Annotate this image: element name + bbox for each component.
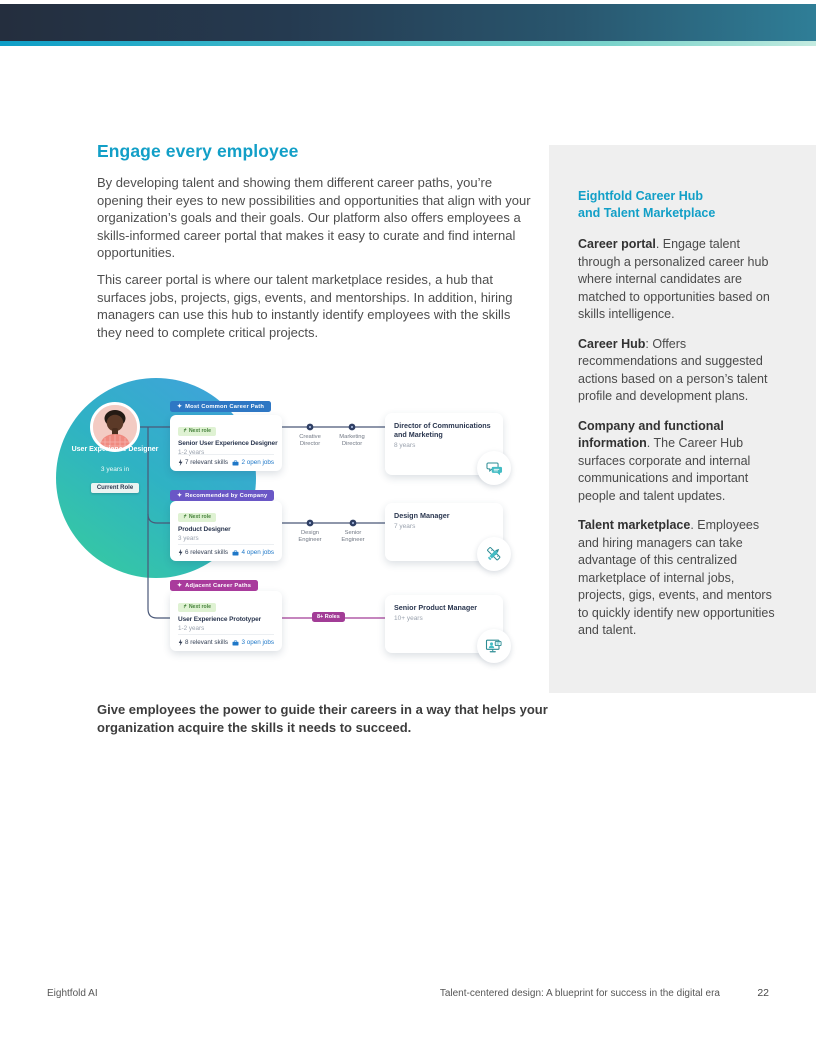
avatar-photo-illustration [93, 405, 137, 449]
next-role-arrow-icon: ↱ [183, 428, 188, 434]
role-card [170, 591, 282, 651]
briefcase-icon [232, 460, 239, 466]
sparkle-icon: ✦ [177, 492, 183, 499]
path-step-label: Design Engineer [298, 530, 322, 543]
presentation-monitor-icon [477, 629, 511, 663]
role-card-footer [178, 454, 274, 471]
category-pill-most-common [170, 401, 271, 412]
target-role-card [385, 595, 503, 653]
diagram-caption: Give employees the power to guide their careers in a way that helps your organization acquire the skills it needs to succeed. [97, 702, 548, 735]
lightning-icon [178, 639, 183, 646]
footer-page-number: 22 [757, 987, 769, 999]
briefcase-icon [232, 550, 239, 556]
sidebar-item-company-info: Company and functional information. The Career Hub surfaces corporate and internal communications and important people and talent updates. [578, 418, 751, 503]
sparkle-icon: ✦ [177, 582, 183, 589]
relevant-skills: 7 relevant skills [178, 459, 228, 466]
role-years: 3 years [178, 535, 199, 542]
role-card-footer [178, 544, 274, 561]
sparkle-icon: ✦ [177, 403, 183, 410]
target-role-title: Design Manager [394, 511, 450, 520]
path-step-label: Creative Director [299, 434, 321, 447]
top-banner-bar [0, 4, 816, 41]
footer-document-title: Talent-centered design: A blueprint for success in the digital era [439, 988, 720, 999]
category-label: Adjacent Career Paths [185, 582, 252, 589]
next-role-pill: ↱ Next role [178, 603, 216, 612]
role-title: Product Designer [178, 526, 231, 533]
next-role-arrow-icon: ↱ [183, 604, 188, 610]
chat-bubbles-icon [477, 451, 511, 485]
target-role-years: 10+ years [394, 615, 423, 622]
target-role-card [385, 413, 503, 475]
role-card [170, 501, 282, 561]
path-step-label: Marketing Director [339, 434, 365, 447]
paragraph: This career portal is where our talent marketplace resides, a hub that surfaces jobs, projects, gigs, events, and mentorships. In addition, hiring managers can use this hub to instantly identify employees with the skills they need to complete critical projects. [97, 272, 513, 340]
role-title: User Experience Prototyper [178, 616, 262, 623]
briefcase-icon [232, 640, 239, 646]
page-title: Engage every employee [97, 141, 299, 161]
role-card [170, 415, 282, 471]
sidebar-item-career-hub: Career Hub: Offers recommendations and suggested actions based on a person’s talent profile and development plans. [578, 336, 768, 403]
sidebar-item-career-portal: Career portal. Engage talent through a personalized career hub where internal candidates are matched to opportunities based on skills intelligence. [578, 237, 770, 321]
target-role-title: Director of Communications and Marketing [394, 421, 491, 439]
top-accent-stripe [0, 41, 816, 46]
footer-brand: Eightfold AI [47, 988, 98, 999]
role-card-footer [178, 634, 274, 651]
roles-count-pill: 8+ Roles [312, 612, 345, 622]
path-step-label: Senior Engineer [341, 530, 365, 543]
relevant-skills: 6 relevant skills [178, 549, 228, 556]
open-jobs: 2 open jobs [232, 459, 274, 466]
next-role-pill: ↱ Next role [178, 513, 216, 522]
current-role-tenure: 3 years in [100, 466, 130, 473]
target-role-card [385, 503, 503, 561]
current-role-badge: Current Role [91, 483, 139, 493]
open-jobs: 3 open jobs [232, 639, 274, 646]
role-years: 1-2 years [178, 625, 205, 632]
lightning-icon [178, 549, 183, 556]
sidebar-title: Eightfold Career Hub and Talent Marketplace [578, 189, 716, 220]
sidebar-item-talent-marketplace: Talent marketplace. Employees and hiring managers can take advantage of this centralized marketplace of internal jobs, projects, gigs, events, and mentors to quickly identify new opportunities and talent. [578, 518, 775, 637]
category-label: Recommended by Company [185, 492, 268, 499]
category-pill-recommended [170, 490, 274, 501]
relevant-skills: 8 relevant skills [178, 639, 228, 646]
open-jobs: 4 open jobs [232, 549, 274, 556]
design-tools-icon [477, 537, 511, 571]
current-role-label: User Experience Designer [71, 446, 159, 453]
current-role-badge-wrap [65, 476, 165, 494]
career-path-diagram [60, 372, 536, 672]
target-role-years: 8 years [394, 442, 416, 449]
sidebar-callout-panel [549, 145, 816, 693]
role-title: Senior User Experience Designer [178, 440, 278, 447]
target-role-years: 7 years [394, 523, 416, 530]
category-label: Most Common Career Path [185, 403, 265, 410]
target-role-title: Senior Product Manager [394, 603, 478, 612]
role-years: 1-2 years [178, 449, 205, 456]
avatar [90, 402, 140, 452]
next-role-pill: ↱ Next role [178, 427, 216, 436]
next-role-arrow-icon: ↱ [183, 514, 188, 520]
lightning-icon [178, 459, 183, 466]
category-pill-adjacent [170, 580, 258, 591]
paragraph: By developing talent and showing them different career paths, you’re opening their eyes to new possibilities and opportunities that align with your organization’s goals and their goals. Our platform also offers employees a skills-informed career portal that makes it easy to curate and find internal opportunities. [97, 175, 531, 260]
